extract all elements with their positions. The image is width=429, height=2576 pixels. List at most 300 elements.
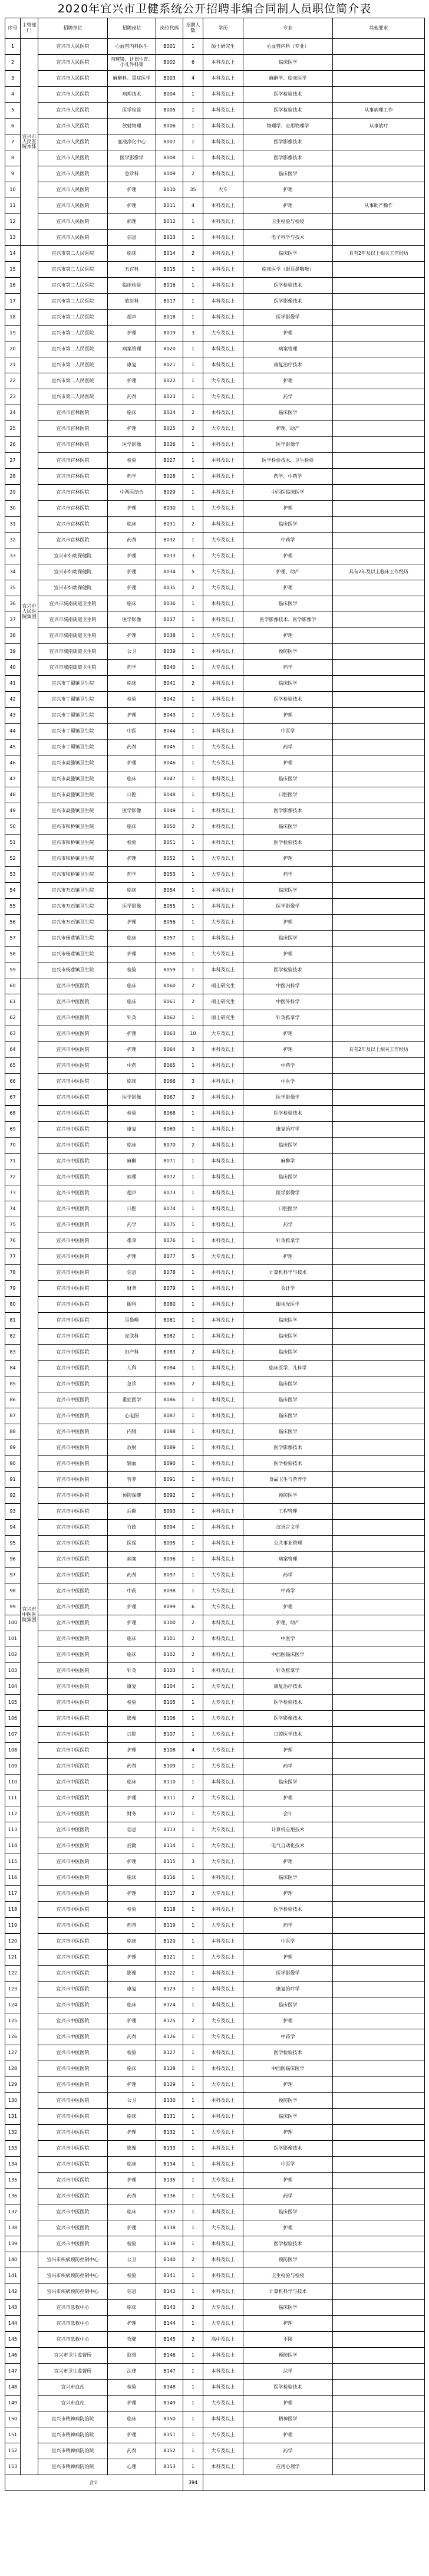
row-number-cell: 120	[5, 1934, 21, 1950]
unit-cell: 宜兴市城南街道卫生院	[38, 596, 108, 612]
table-row	[5, 326, 425, 341]
position-code-cell: B102	[156, 1647, 183, 1663]
requirement-cell	[333, 947, 425, 962]
row-number-cell: 4	[5, 87, 21, 103]
position-cell: 临床	[108, 1775, 156, 1790]
headcount-cell: 1	[183, 1695, 203, 1711]
unit-cell: 宜兴市中医医院	[38, 1122, 108, 1138]
position-cell: 重症医学	[108, 1392, 156, 1408]
unit-cell: 宜兴市人民医院	[38, 134, 108, 150]
table-row	[5, 1759, 425, 1775]
major-cell: 护理	[243, 2173, 333, 2189]
position-code-cell: B042	[156, 692, 183, 708]
headcount-cell: 1	[183, 931, 203, 947]
unit-cell: 宜兴市官林医院	[38, 533, 108, 548]
headcount-cell: 1	[183, 1010, 203, 1026]
unit-cell: 宜兴市中医医院	[38, 1329, 108, 1345]
position-cell: 护理	[108, 1615, 156, 1631]
requirement-cell	[333, 1329, 425, 1345]
major-cell: 病案管理	[243, 1552, 333, 1568]
headcount-cell: 1	[183, 2443, 203, 2459]
requirement-cell	[333, 580, 425, 596]
education-cell: 本科及以上	[203, 1281, 243, 1297]
unit-cell: 宜兴市中医医院	[38, 1902, 108, 1918]
row-number-cell: 46	[5, 755, 21, 771]
major-cell: 临床医学	[243, 1997, 333, 2013]
major-cell: 医学影像技术	[243, 1440, 333, 1456]
table-row	[5, 182, 425, 198]
position-cell: 医学影像	[108, 1090, 156, 1106]
position-code-cell: B002	[156, 55, 183, 71]
row-number-cell: 74	[5, 1201, 21, 1217]
department-cell: 宜兴市人民医院集团	[21, 246, 38, 978]
table-row	[5, 1790, 425, 1806]
table-row	[5, 1695, 425, 1711]
unit-cell: 宜兴市城南街道卫生院	[38, 628, 108, 644]
position-code-cell: B074	[156, 1201, 183, 1217]
position-cell: 护理	[108, 421, 156, 437]
position-cell: 护理	[108, 947, 156, 962]
position-cell: 临床	[108, 931, 156, 947]
position-code-cell: B019	[156, 326, 183, 341]
unit-cell: 宜兴市丁蜀镇卫生院	[38, 708, 108, 724]
headcount-cell: 4	[183, 71, 203, 87]
unit-cell: 宜兴市人民医院	[38, 55, 108, 71]
position-cell: 信息	[108, 230, 156, 246]
unit-cell: 宜兴市中医医院	[38, 1806, 108, 1822]
headcount-cell: 2	[183, 2332, 203, 2348]
headcount-cell: 1	[183, 2380, 203, 2396]
position-cell: 临床	[108, 771, 156, 787]
header-cell: 招聘人数	[183, 18, 203, 39]
row-number-cell: 7	[5, 134, 21, 150]
row-number-cell: 19	[5, 326, 21, 341]
education-cell: 本科及以上	[203, 103, 243, 119]
major-cell: 护理	[243, 548, 333, 564]
header-cell: 其他要求	[333, 18, 425, 39]
position-cell: 药剂	[108, 2029, 156, 2045]
position-cell: 口腔	[108, 1201, 156, 1217]
position-cell: 护理	[108, 851, 156, 867]
unit-cell: 宜兴市中医医院	[38, 1520, 108, 1536]
unit-cell: 宜兴市杨巷镇卫生院	[38, 931, 108, 947]
requirement-cell	[333, 1201, 425, 1217]
table-row	[5, 1472, 425, 1488]
table-row	[5, 2316, 425, 2332]
education-cell: 本科及以上	[203, 1982, 243, 1997]
headcount-cell: 1	[183, 1966, 203, 1982]
requirement-cell	[333, 1870, 425, 1886]
education-cell: 大专及以上	[203, 1026, 243, 1042]
position-code-cell: B082	[156, 1329, 183, 1345]
position-cell: 临床	[108, 978, 156, 994]
row-number-cell: 24	[5, 405, 21, 421]
major-cell: 口腔医学	[243, 1201, 333, 1217]
row-number-cell: 20	[5, 341, 21, 357]
unit-cell: 宜兴市中医医院	[38, 2236, 108, 2252]
unit-cell: 宜兴市中医医院	[38, 2141, 108, 2157]
position-code-cell: B065	[156, 1058, 183, 1074]
major-cell: 临床医学、儿科学	[243, 1361, 333, 1376]
education-cell: 本科及以上	[203, 1631, 243, 1647]
education-cell: 本科及以上	[203, 2348, 243, 2364]
row-number-cell: 39	[5, 644, 21, 660]
unit-cell: 宜兴市中医医院	[38, 2157, 108, 2173]
requirement-cell	[333, 166, 425, 182]
row-number-cell: 1	[5, 39, 21, 55]
unit-cell: 宜兴市中医医院	[38, 1647, 108, 1663]
major-cell: 中药学	[243, 533, 333, 548]
major-cell: 医学影像技术	[243, 1711, 333, 1727]
department-cell: 宜兴市人民医院本体	[21, 39, 38, 246]
position-cell: 临床	[108, 596, 156, 612]
major-cell: 护理	[243, 1026, 333, 1042]
requirement-cell	[333, 1281, 425, 1297]
major-cell: 临床医学	[243, 1329, 333, 1345]
education-cell: 大专及以上	[203, 2443, 243, 2459]
position-code-cell: B013	[156, 230, 183, 246]
headcount-cell: 10	[183, 1026, 203, 1042]
unit-cell: 宜兴市高塍镇卫生院	[38, 771, 108, 787]
requirement-cell	[333, 1934, 425, 1950]
unit-cell: 宜兴市杨巷镇卫生院	[38, 947, 108, 962]
major-cell: 药学	[243, 1918, 333, 1934]
position-code-cell: B144	[156, 2316, 183, 2332]
row-number-cell: 82	[5, 1329, 21, 1345]
unit-cell: 宜兴市丁蜀镇卫生院	[38, 740, 108, 755]
position-cell: 针灸	[108, 1010, 156, 1026]
major-cell: 护理	[243, 1743, 333, 1759]
requirement-cell	[333, 787, 425, 803]
table-row	[5, 1361, 425, 1376]
unit-cell: 宜兴市人民医院	[38, 214, 108, 230]
headcount-cell: 2	[183, 1138, 203, 1154]
requirement-cell	[333, 1615, 425, 1631]
position-code-cell: B003	[156, 71, 183, 87]
position-cell: 医学影像	[108, 612, 156, 628]
requirement-cell	[333, 2443, 425, 2459]
major-cell: 临床医学	[243, 246, 333, 262]
position-code-cell: B104	[156, 1679, 183, 1695]
education-cell: 本科及以上	[203, 310, 243, 326]
position-code-cell: B112	[156, 1806, 183, 1822]
position-code-cell: B088	[156, 1424, 183, 1440]
table-row	[5, 1934, 425, 1950]
requirement-cell: 从事放疗	[333, 119, 425, 134]
headcount-cell: 1	[183, 851, 203, 867]
table-row	[5, 2141, 425, 2157]
education-cell: 大专	[203, 182, 243, 198]
requirement-cell	[333, 978, 425, 994]
education-cell: 本科及以上	[203, 2268, 243, 2284]
row-number-cell: 143	[5, 2300, 21, 2316]
position-code-cell: B053	[156, 867, 183, 883]
education-cell: 大专及以上	[203, 1568, 243, 1583]
requirement-cell	[333, 533, 425, 548]
requirement-cell	[333, 660, 425, 676]
row-number-cell: 130	[5, 2093, 21, 2109]
row-number-cell: 43	[5, 708, 21, 724]
row-number-cell: 151	[5, 2427, 21, 2443]
position-code-cell: B142	[156, 2284, 183, 2300]
major-cell: 医学影像学	[243, 1966, 333, 1982]
position-cell: 临床	[108, 994, 156, 1010]
education-cell: 本科及以上	[203, 2411, 243, 2427]
headcount-cell: 1	[183, 310, 203, 326]
row-number-cell: 37	[5, 612, 21, 628]
table-row	[5, 1185, 425, 1201]
requirement-cell: 具有2年及以上相关工作经历	[333, 1042, 425, 1058]
table-row	[5, 453, 425, 469]
major-cell: 医学影像学	[243, 310, 333, 326]
unit-cell: 宜兴市人民医院	[38, 198, 108, 214]
major-cell: 食品卫生与营养学	[243, 1472, 333, 1488]
headcount-cell: 1	[183, 867, 203, 883]
headcount-cell: 1	[183, 1997, 203, 2013]
table-row	[5, 1456, 425, 1472]
requirement-cell	[333, 39, 425, 55]
education-cell: 大专及以上	[203, 660, 243, 676]
position-cell: 检验	[108, 2380, 156, 2396]
requirement-cell: 具有2年及以上相关工作经历	[333, 246, 425, 262]
requirement-cell	[333, 1727, 425, 1743]
position-code-cell: B034	[156, 564, 183, 580]
position-cell: 临床	[108, 1631, 156, 1647]
table-row	[5, 2396, 425, 2411]
education-cell: 大专及以上	[203, 2316, 243, 2332]
headcount-cell: 1	[183, 947, 203, 962]
position-cell: 临床	[108, 883, 156, 899]
requirement-cell	[333, 1997, 425, 2013]
position-code-cell: B083	[156, 1345, 183, 1361]
position-code-cell: B021	[156, 357, 183, 373]
headcount-cell: 2	[183, 405, 203, 421]
position-code-cell: B125	[156, 2013, 183, 2029]
education-cell: 本科及以上	[203, 676, 243, 692]
education-cell: 本科及以上	[203, 771, 243, 787]
requirement-cell	[333, 1488, 425, 1504]
requirement-cell	[333, 310, 425, 326]
position-code-cell: B043	[156, 708, 183, 724]
requirement-cell	[333, 1504, 425, 1520]
unit-cell: 宜兴市精神病防治院	[38, 2411, 108, 2427]
position-cell: 检验	[108, 962, 156, 978]
headcount-cell: 1	[183, 262, 203, 278]
unit-cell: 宜兴市中医医院	[38, 1504, 108, 1520]
position-code-cell: B005	[156, 103, 183, 119]
position-cell: 护理	[108, 2077, 156, 2093]
requirement-cell	[333, 1154, 425, 1169]
requirement-cell: 具有2年及以上临床工作经历	[333, 564, 425, 580]
position-code-cell: B062	[156, 1010, 183, 1026]
position-cell: 护理	[108, 182, 156, 198]
unit-cell: 宜兴市中医医院	[38, 1790, 108, 1806]
table-row	[5, 485, 425, 501]
education-cell: 本科及以上	[203, 1122, 243, 1138]
education-cell: 本科及以上	[203, 485, 243, 501]
row-number-cell: 87	[5, 1408, 21, 1424]
major-cell: 公共事业管理	[243, 1536, 333, 1552]
unit-cell: 宜兴市中医医院	[38, 2204, 108, 2220]
table-row	[5, 1886, 425, 1902]
headcount-cell: 1	[183, 533, 203, 548]
education-cell: 本科及以上	[203, 119, 243, 134]
position-cell: 临床	[108, 1138, 156, 1154]
headcount-cell: 2	[183, 421, 203, 437]
position-cell: 五官科	[108, 262, 156, 278]
position-code-cell: B075	[156, 1217, 183, 1233]
row-number-cell: 42	[5, 692, 21, 708]
row-number-cell: 138	[5, 2220, 21, 2236]
major-cell: 预防医学	[243, 2348, 333, 2364]
unit-cell: 宜兴市人民医院	[38, 166, 108, 182]
headcount-cell: 1	[183, 230, 203, 246]
unit-cell: 宜兴市精神病防治院	[38, 2427, 108, 2443]
position-code-cell: B150	[156, 2411, 183, 2427]
requirement-cell	[333, 2348, 425, 2364]
major-cell: 护理	[243, 373, 333, 389]
unit-cell: 宜兴市人民医院	[38, 182, 108, 198]
requirement-cell	[333, 1122, 425, 1138]
major-cell: 医学影像学	[243, 1090, 333, 1106]
table-row	[5, 1854, 425, 1870]
requirement-cell	[333, 2029, 425, 2045]
major-cell: 会计学	[243, 1281, 333, 1297]
position-code-cell: B108	[156, 1743, 183, 1759]
education-cell: 大专及以上	[203, 326, 243, 341]
position-code-cell: B081	[156, 1313, 183, 1329]
position-cell: 超声	[108, 310, 156, 326]
major-cell: 医学检验技术	[243, 835, 333, 851]
row-number-cell: 40	[5, 660, 21, 676]
position-cell: 检验	[108, 2268, 156, 2284]
position-cell: 护理	[108, 564, 156, 580]
major-cell: 医学检验技术	[243, 2380, 333, 2396]
unit-cell: 宜兴市高塍镇卫生院	[38, 803, 108, 819]
position-cell: 护理	[108, 1950, 156, 1966]
position-code-cell: B047	[156, 771, 183, 787]
table-row	[5, 1982, 425, 1997]
position-cell: 超声	[108, 1185, 156, 1201]
education-cell: 硕士研究生	[203, 978, 243, 994]
position-cell: 药剂	[108, 1568, 156, 1583]
unit-cell: 宜兴市高塍镇卫生院	[38, 787, 108, 803]
unit-cell: 宜兴市中医医院	[38, 1536, 108, 1552]
position-cell: 临床	[108, 1074, 156, 1090]
headcount-cell: 1	[183, 803, 203, 819]
education-cell: 本科及以上	[203, 278, 243, 294]
row-number-cell: 110	[5, 1775, 21, 1790]
unit-cell: 宜兴市妇幼保健院	[38, 564, 108, 580]
row-number-cell: 113	[5, 1822, 21, 1838]
unit-cell: 宜兴市中医医院	[38, 978, 108, 994]
table-row	[5, 1918, 425, 1934]
headcount-cell: 1	[183, 214, 203, 230]
position-cell: 护理	[108, 2396, 156, 2411]
headcount-cell: 2	[183, 580, 203, 596]
table-row	[5, 1074, 425, 1090]
education-cell: 大专及以上	[203, 373, 243, 389]
position-cell: 药剂	[108, 1918, 156, 1934]
position-code-cell: B072	[156, 1169, 183, 1185]
education-cell: 大专及以上	[203, 1249, 243, 1265]
unit-cell: 宜兴市中医医院	[38, 1679, 108, 1695]
headcount-cell: 1	[183, 1520, 203, 1536]
education-cell: 大专及以上	[203, 421, 243, 437]
requirement-cell	[333, 1822, 425, 1838]
row-number-cell: 136	[5, 2189, 21, 2204]
position-code-cell: B027	[156, 453, 183, 469]
education-cell: 本科及以上	[203, 2380, 243, 2396]
table-row	[5, 1552, 425, 1568]
education-cell: 大专及以上	[203, 2427, 243, 2443]
requirement-cell	[333, 1185, 425, 1201]
row-number-cell: 146	[5, 2348, 21, 2364]
position-code-cell: B009	[156, 166, 183, 182]
position-cell: 临床	[108, 2157, 156, 2173]
position-code-cell: B029	[156, 485, 183, 501]
table-row	[5, 214, 425, 230]
requirement-cell	[333, 628, 425, 644]
requirement-cell	[333, 676, 425, 692]
requirement-cell	[333, 2141, 425, 2157]
table-row	[5, 819, 425, 835]
position-cell: 中医	[108, 724, 156, 740]
position-cell: 公卫	[108, 644, 156, 660]
major-cell: 医学检验技术、卫生检验	[243, 453, 333, 469]
position-code-cell: B100	[156, 1615, 183, 1631]
requirement-cell	[333, 1806, 425, 1822]
education-cell: 本科及以上	[203, 1647, 243, 1663]
position-code-cell: B116	[156, 1870, 183, 1886]
row-number-cell: 25	[5, 421, 21, 437]
education-cell: 本科及以上	[203, 1233, 243, 1249]
education-cell: 大专及以上	[203, 1790, 243, 1806]
education-cell: 本科及以上	[203, 1997, 243, 2013]
requirement-cell	[333, 1599, 425, 1615]
position-cell: 护理	[108, 2220, 156, 2236]
position-code-cell: B058	[156, 947, 183, 962]
table-row	[5, 724, 425, 740]
requirement-cell	[333, 1058, 425, 1074]
education-cell: 本科及以上	[203, 2061, 243, 2077]
table-row	[5, 1408, 425, 1424]
table-row	[5, 1615, 425, 1631]
header-cell: 序号	[5, 18, 21, 39]
requirement-cell	[333, 2364, 425, 2380]
position-code-cell: B134	[156, 2157, 183, 2173]
major-cell: 医学影像技术	[243, 803, 333, 819]
unit-cell: 宜兴市中医医院	[38, 1154, 108, 1169]
table-row	[5, 1313, 425, 1329]
row-number-cell: 88	[5, 1424, 21, 1440]
education-cell: 本科及以上	[203, 1154, 243, 1169]
headcount-cell: 1	[183, 2125, 203, 2141]
unit-cell: 宜兴市中医医院	[38, 1217, 108, 1233]
table-row	[5, 1599, 425, 1615]
headcount-cell: 1	[183, 628, 203, 644]
table-row	[5, 708, 425, 724]
major-cell: 中医学	[243, 1631, 333, 1647]
table-row	[5, 596, 425, 612]
position-code-cell: B064	[156, 1042, 183, 1058]
position-code-cell: B129	[156, 2077, 183, 2093]
unit-cell: 宜兴市中医医院	[38, 1918, 108, 1934]
headcount-cell: 1	[183, 485, 203, 501]
headcount-cell: 1	[183, 1583, 203, 1599]
headcount-cell: 1	[183, 1392, 203, 1408]
education-cell: 本科及以上	[203, 198, 243, 214]
